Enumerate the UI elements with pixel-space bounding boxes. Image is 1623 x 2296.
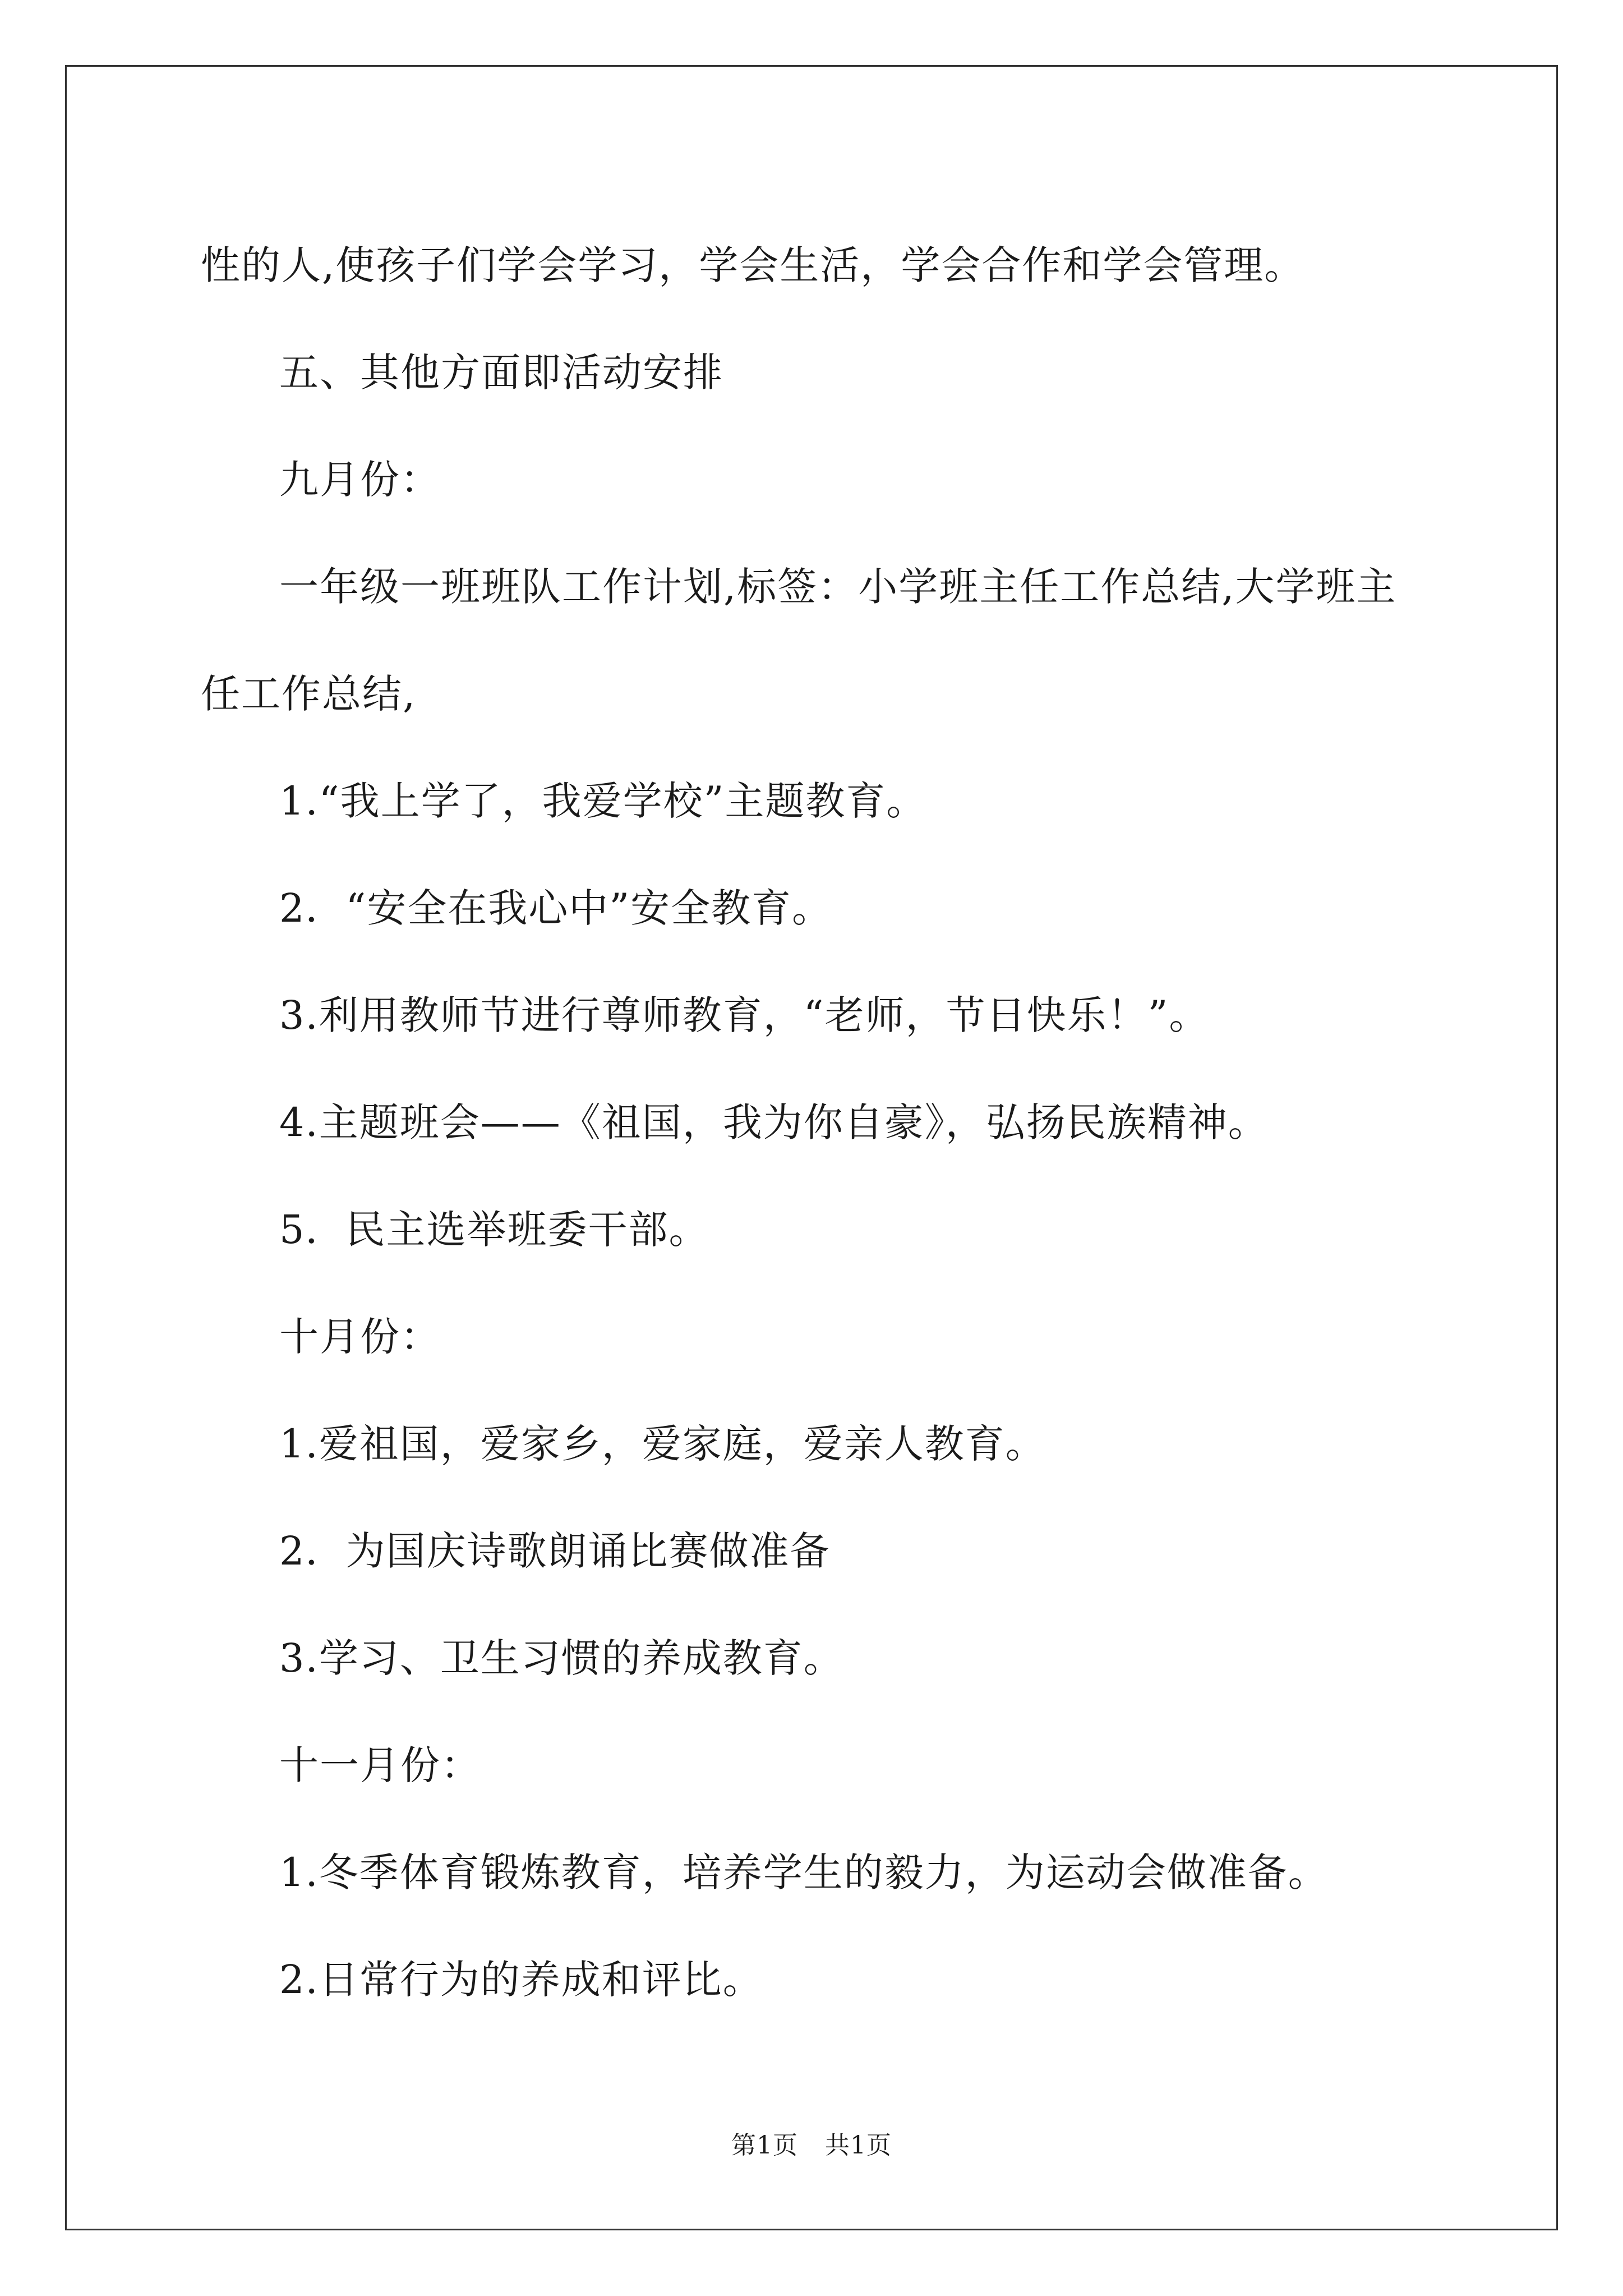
paragraph: 1.“我上学了，我爱学校”主题教育。 — [279, 778, 927, 824]
paragraph: 2．为国庆诗歌朗诵比赛做准备 — [279, 1528, 831, 1574]
page-number: 第1页 — [731, 2131, 798, 2160]
paragraph: 5．民主选举班委干部。 — [279, 1207, 709, 1253]
paragraph: 任工作总结, — [201, 671, 417, 717]
paragraph: 九月份： — [279, 457, 441, 503]
paragraph: 3.利用教师节进行尊师教育，“老师，节日快乐！”。 — [279, 992, 1210, 1038]
paragraph: 1.爱祖国，爱家乡，爱家庭，爱亲人教育。 — [279, 1421, 1046, 1467]
paragraph: 2．“安全在我心中”安全教育。 — [279, 885, 833, 931]
document-body — [201, 212, 1435, 2033]
paragraph: 4.主题班会——《祖国，我为你自豪》，弘扬民族精神。 — [279, 1099, 1269, 1145]
page-footer — [0, 2125, 1623, 2161]
paragraph: 十一月份： — [279, 1742, 481, 1788]
paragraph: 一年级一班班队工作计划,标签：小学班主任工作总结,大学班主 — [279, 564, 1397, 610]
paragraph: 十月份： — [279, 1314, 441, 1360]
paragraph: 性的人,使孩子们学会学习，学会生活，学会合作和学会管理。 — [201, 242, 1305, 288]
paragraph: 3.学习、卫生习惯的养成教育。 — [279, 1635, 844, 1681]
paragraph: 1.冬季体育锻炼教育，培养学生的毅力，为运动会做准备。 — [279, 1849, 1329, 1895]
page-total: 共1页 — [825, 2131, 892, 2160]
paragraph: 2.日常行为的养成和评比。 — [279, 1957, 763, 2003]
paragraph: 五、其他方面即活动安排 — [279, 349, 723, 395]
